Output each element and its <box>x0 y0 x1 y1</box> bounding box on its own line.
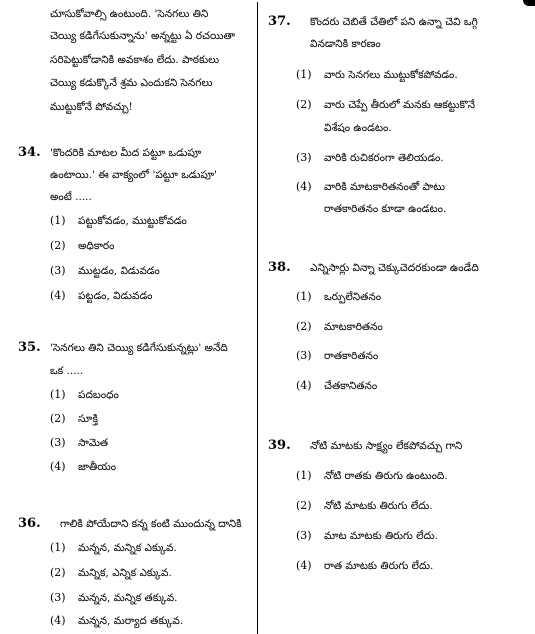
question-37-text-line-2: వినడానికి కారణం <box>310 38 381 50</box>
option-number: (1) <box>296 469 312 482</box>
question-39-option-3[interactable] <box>296 527 438 545</box>
option-number: (4) <box>50 460 66 473</box>
question-35-number: 35. <box>18 340 41 355</box>
question-35-text-line-2: ఒక ..... <box>50 365 84 377</box>
option-number: (4) <box>50 289 66 302</box>
option-number: (2) <box>296 499 312 512</box>
option-number: (1) <box>50 541 66 554</box>
question-34-option-4[interactable] <box>50 287 152 305</box>
option-text: చేతకానితనం <box>324 380 378 392</box>
option-text: రాతకారితనం <box>324 350 379 362</box>
option-text: నోటి రాతకు తిరుగు ఉంటుంది. <box>324 470 448 482</box>
option-text: మన్నిక, ఎన్నిక ఎక్కువ. <box>78 567 172 579</box>
option-text: ముట్టడం, విడువడం <box>78 265 160 277</box>
option-text: పట్టుకోవడం, ముట్టుకోవడం <box>78 215 187 227</box>
option-number: (1) <box>296 68 312 81</box>
option-text: మాట మాటకు తిరుగు లేదు. <box>324 530 438 542</box>
question-34-text-line-3: అంటే ..... <box>50 191 92 203</box>
question-38-option-3[interactable] <box>296 347 378 365</box>
question-39-text-line-1: నోటి మాటకు సాక్ష్యం లేకపోవచ్చు గాని <box>310 440 463 452</box>
option-text: సూక్తి <box>78 413 98 425</box>
question-37-option-2-line-2: విశేషం ఉండటం. <box>324 122 392 134</box>
option-text: వారికి రుచికరంగా తెలియడం. <box>324 152 444 164</box>
question-38-text-line-1: ఎన్నిసార్లు విన్నా చెక్కుచెదరకుండా ఉండేది <box>310 262 479 274</box>
question-37-option-3[interactable] <box>296 149 444 167</box>
continuation-line-4: చెయ్యి కడుక్కొనే శ్రమ ఎందుకని సెనగలు <box>50 77 213 89</box>
question-39-option-2[interactable] <box>296 497 433 515</box>
option-number: (2) <box>50 412 66 425</box>
question-36-option-4[interactable] <box>50 612 183 630</box>
question-39-number: 39. <box>268 438 291 453</box>
continuation-line-2: చెయ్యి కడిగేసుకున్నాను' అన్నట్టు ఏ రచయితా <box>50 30 235 42</box>
question-38-option-2[interactable] <box>296 318 383 336</box>
option-text: వారు చెప్పే తీరులో మనకు ఆకట్టుకొనే <box>324 99 476 111</box>
option-text: మాటకారితనం <box>324 321 383 333</box>
question-35-text-line-1: 'సెనగలు తిని చెయ్యి కడిగేసుకున్నట్లు' అనేది <box>50 342 228 354</box>
option-text: అధికారం <box>78 240 115 252</box>
question-34-text-line-2: ఉంటాయి.' ఈ వాక్యంలో 'పట్టూ ఒడుపూ' <box>50 169 217 181</box>
question-38-option-4[interactable] <box>296 377 377 395</box>
question-38-number: 38. <box>268 260 291 275</box>
question-36-number: 36. <box>18 516 41 531</box>
question-34-text-line-1: 'కొందరికి మాటల మీద పట్టూ ఒడుపూ <box>50 147 202 159</box>
continuation-line-1: చూసుకోవాల్సి ఉంటుంది. 'సెనగలు తిని <box>50 8 209 20</box>
option-text: పట్టడం, విడువడం <box>78 290 153 302</box>
option-number: (2) <box>296 320 312 333</box>
question-34-option-2[interactable] <box>50 237 114 255</box>
question-37-text-line-1: కొందరు చెబితే చేతిలో పని ఉన్నా చెవి ఒగ్గి <box>310 16 478 28</box>
option-text: ఒర్పులేనితనం <box>324 291 382 303</box>
question-37-option-2[interactable] <box>296 96 475 114</box>
question-36-option-3[interactable] <box>50 589 178 607</box>
question-39-option-1[interactable] <box>296 467 448 485</box>
option-number: (1) <box>50 388 66 401</box>
option-text: నోటి మాటకు తిరుగు లేదు. <box>324 500 433 512</box>
option-text: మన్నన, మన్నిక తక్కువ. <box>78 592 178 604</box>
option-text: వారు సెనగలు ముట్టుకోకపోవడం. <box>324 69 458 81</box>
question-37-number: 37. <box>268 14 291 29</box>
option-number: (2) <box>50 566 66 579</box>
option-number: (4) <box>296 379 312 392</box>
option-number: (4) <box>296 559 312 572</box>
question-34-number: 34. <box>18 145 41 160</box>
option-text: రాత మాటకు తిరుగు లేదు. <box>324 560 434 572</box>
option-number: (3) <box>50 591 66 604</box>
option-text: సామెత <box>78 437 109 449</box>
option-number: (4) <box>296 180 312 193</box>
option-number: (1) <box>50 214 66 227</box>
question-38-option-1[interactable] <box>296 288 381 306</box>
continuation-line-3: సరిపెట్టుకోడానికి అవకాశం లేదు. పాఠకులు <box>50 54 220 66</box>
column-divider <box>257 2 258 634</box>
question-35-option-3[interactable] <box>50 434 108 452</box>
option-text: పదబంధం <box>78 389 119 401</box>
continuation-line-5: ముట్టుకోనే పోవచ్చు! <box>50 101 133 113</box>
question-34-option-1[interactable] <box>50 212 187 230</box>
option-text: వారికి మాటకారితనంతో పాటు <box>324 181 445 193</box>
option-text: మన్నన, మర్యాద తక్కువ. <box>78 615 184 627</box>
question-36-text-line-1: గాలికి పోయేదాని కన్న కంటి ముందున్న దానికి <box>60 518 242 530</box>
question-36-option-1[interactable] <box>50 539 177 557</box>
question-37-option-1[interactable] <box>296 66 458 84</box>
option-number: (2) <box>296 98 312 111</box>
question-37-option-4-line-2: రాతకారితనం కూడా ఉండటం. <box>324 203 447 215</box>
option-number: (3) <box>50 264 66 277</box>
option-number: (3) <box>296 349 312 362</box>
option-text: మన్నన, మన్నిక ఎక్కువ. <box>78 542 177 554</box>
option-number: (3) <box>50 436 66 449</box>
question-35-option-2[interactable] <box>50 410 98 428</box>
question-35-option-4[interactable] <box>50 458 116 476</box>
page-corner-mark <box>523 0 535 6</box>
question-34-option-3[interactable] <box>50 262 160 280</box>
question-35-option-1[interactable] <box>50 386 119 404</box>
question-39-option-4[interactable] <box>296 557 433 575</box>
option-number: (3) <box>296 151 312 164</box>
option-number: (2) <box>50 239 66 252</box>
question-37-option-4[interactable] <box>296 178 445 196</box>
option-number: (4) <box>50 614 66 627</box>
option-number: (3) <box>296 529 312 542</box>
option-number: (1) <box>296 290 312 303</box>
option-text: జాతీయం <box>78 461 117 473</box>
question-36-option-2[interactable] <box>50 564 172 582</box>
